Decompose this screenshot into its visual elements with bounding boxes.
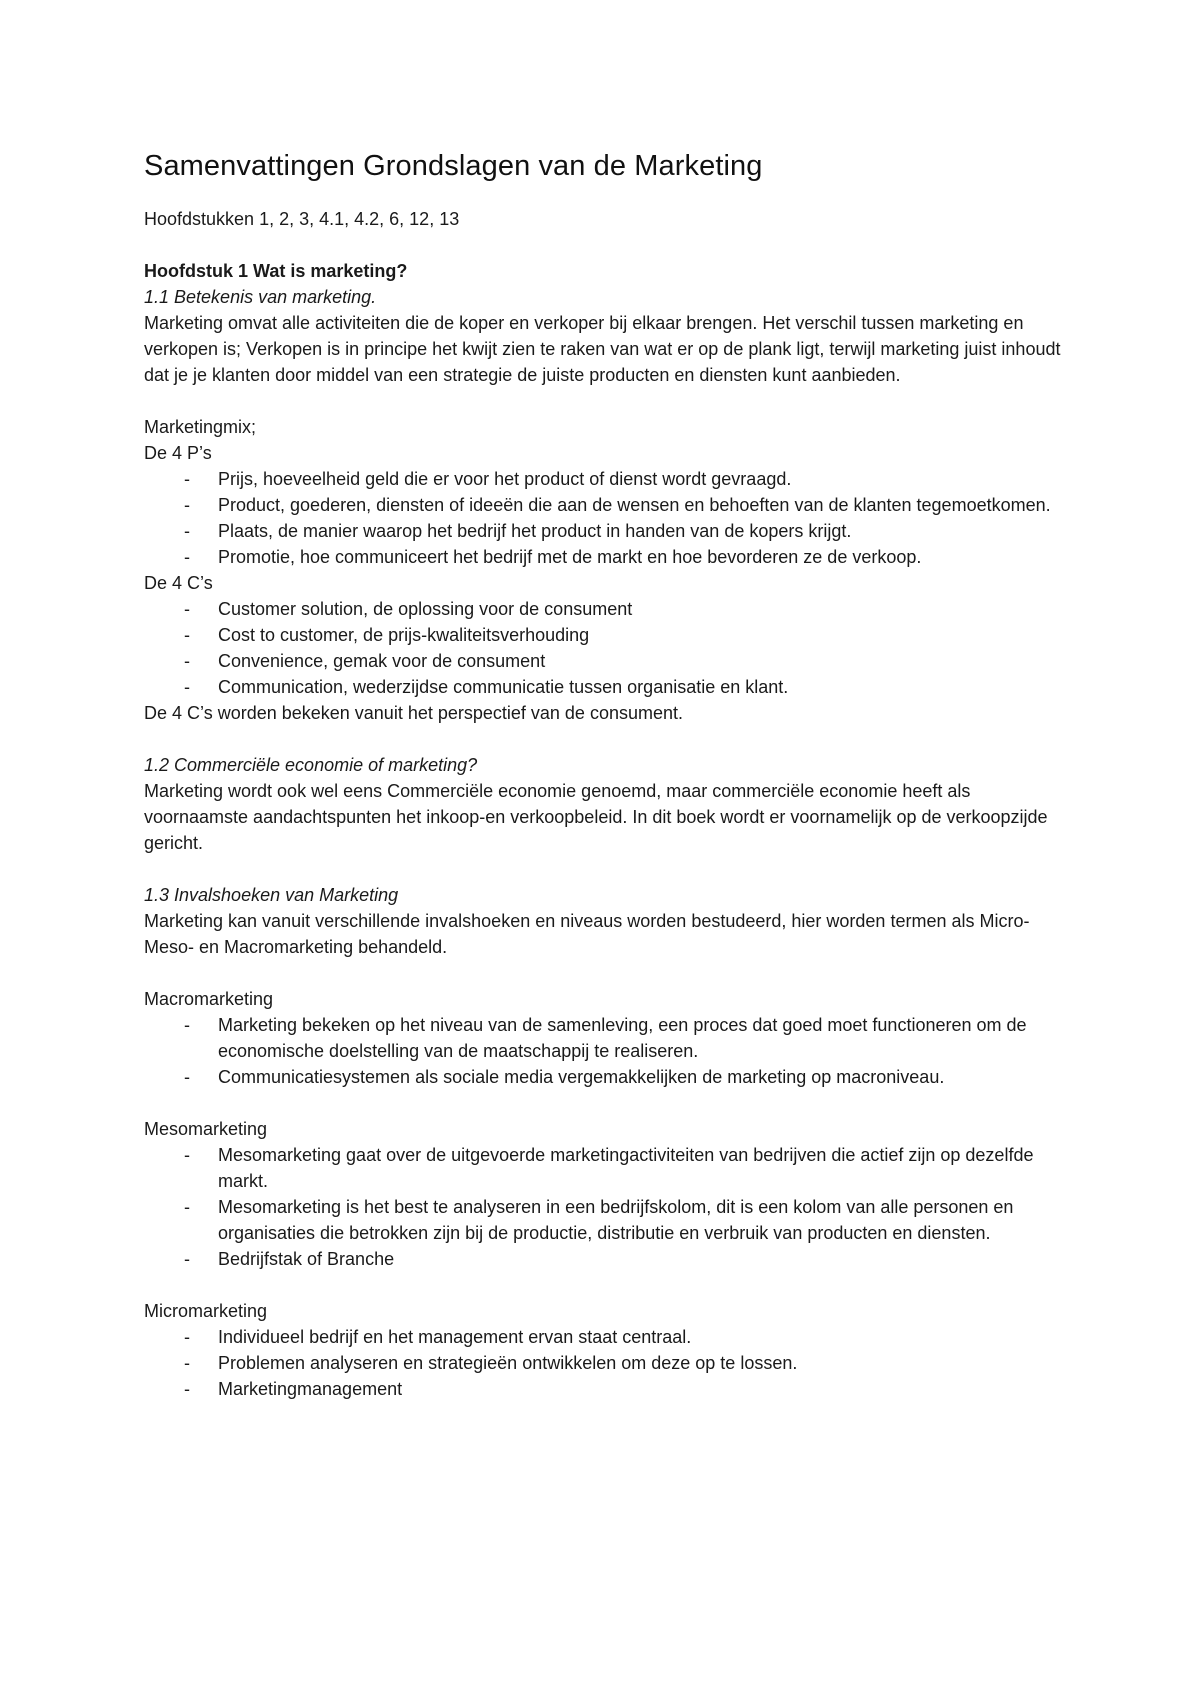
list-item: - Marketing bekeken op het niveau van de samenleving, een proces dat goed moet functioneren om de economische doelstelling van de maatschappij te realiseren. — [144, 1012, 1064, 1064]
mesomarketing-label: Mesomarketing — [144, 1119, 268, 1139]
four-c-label: De 4 C’s — [144, 573, 213, 593]
macromarketing-list — [144, 1012, 1064, 1090]
section-1-2-title: 1.2 Commerciële economie of marketing? — [144, 755, 478, 775]
list-item: - Communicatiesystemen als sociale media vergemakkelijken de marketing op macroniveau. — [144, 1064, 1064, 1090]
list-item: - Problemen analyseren en strategieën ontwikkelen om deze op te lossen. — [144, 1350, 1064, 1376]
four-c-list — [144, 596, 1064, 700]
list-item: - Promotie, hoe communiceert het bedrijf met de markt en hoe bevorderen ze de verkoop. — [144, 544, 1064, 570]
chapters-line: Hoofdstukken 1, 2, 3, 4.1, 4.2, 6, 12, 13 — [144, 209, 460, 229]
chapter-1-heading: Hoofdstuk 1 Wat is marketing? — [144, 261, 408, 281]
list-item: - Plaats, de manier waarop het bedrijf het product in handen van de kopers krijgt. — [144, 518, 1064, 544]
four-p-label: De 4 P’s — [144, 443, 212, 463]
four-p-list — [144, 466, 1064, 570]
document-title: Samenvattingen Grondslagen van de Marketing — [144, 150, 763, 182]
list-item: - Marketingmanagement — [144, 1376, 1064, 1402]
section-1-1-title: 1.1 Betekenis van marketing. — [144, 287, 377, 307]
section-1-2-body: Marketing wordt ook wel eens Commerciële economie genoemd, maar commerciële economie heeft als voornaamste aandachtspunten het inkoop-en verkoopbeleid. In dit boek wordt er voornamelijk op de verkoopzijde gericht. — [144, 781, 1048, 853]
list-item: - Convenience, gemak voor de consument — [144, 648, 1064, 674]
document-content — [144, 148, 1064, 1402]
list-item: - Product, goederen, diensten of ideeën die aan de wensen en behoeften van de klanten tegemoetkomen. — [144, 492, 1064, 518]
list-item: - Communication, wederzijdse communicatie tussen organisatie en klant. — [144, 674, 1064, 700]
list-item: - Bedrijfstak of Branche — [144, 1246, 1064, 1272]
mesomarketing-list — [144, 1142, 1064, 1272]
section-1-3-body: Marketing kan vanuit verschillende invalshoeken en niveaus worden bestudeerd, hier worden termen als Micro- Meso- en Macromarketing behandeld. — [144, 911, 1030, 957]
macromarketing-label: Macromarketing — [144, 989, 274, 1009]
section-1-3-title: 1.3 Invalshoeken van Marketing — [144, 885, 399, 905]
section-1-1-body: Marketing omvat alle activiteiten die de koper en verkoper bij elkaar brengen. Het verschil tussen marketing en verkopen is; Verkopen is in principe het kwijt zien te raken van wat er op de plank ligt, terwijl marketing juist inhoudt dat je je klanten door middel van een strategie de juiste producten en diensten kunt aanbieden. — [144, 313, 1061, 385]
micromarketing-label: Micromarketing — [144, 1301, 268, 1321]
list-item: - Mesomarketing is het best te analyseren in een bedrijfskolom, dit is een kolom van alle personen en organisaties die betrokken zijn bij de productie, distributie en verbruik van producten en diensten. — [144, 1194, 1064, 1246]
list-item: - Customer solution, de oplossing voor de consument — [144, 596, 1064, 622]
marketingmix-label: Marketingmix; — [144, 417, 257, 437]
list-item: - Prijs, hoeveelheid geld die er voor het product of dienst wordt gevraagd. — [144, 466, 1064, 492]
list-item: - Individueel bedrijf en het management ervan staat centraal. — [144, 1324, 1064, 1350]
list-item: - Mesomarketing gaat over de uitgevoerde marketingactiviteiten van bedrijven die actief zijn op dezelfde markt. — [144, 1142, 1064, 1194]
four-c-note: De 4 C’s worden bekeken vanuit het perspectief van de consument. — [144, 703, 683, 723]
list-item: - Cost to customer, de prijs-kwaliteitsverhouding — [144, 622, 1064, 648]
micromarketing-list — [144, 1324, 1064, 1402]
